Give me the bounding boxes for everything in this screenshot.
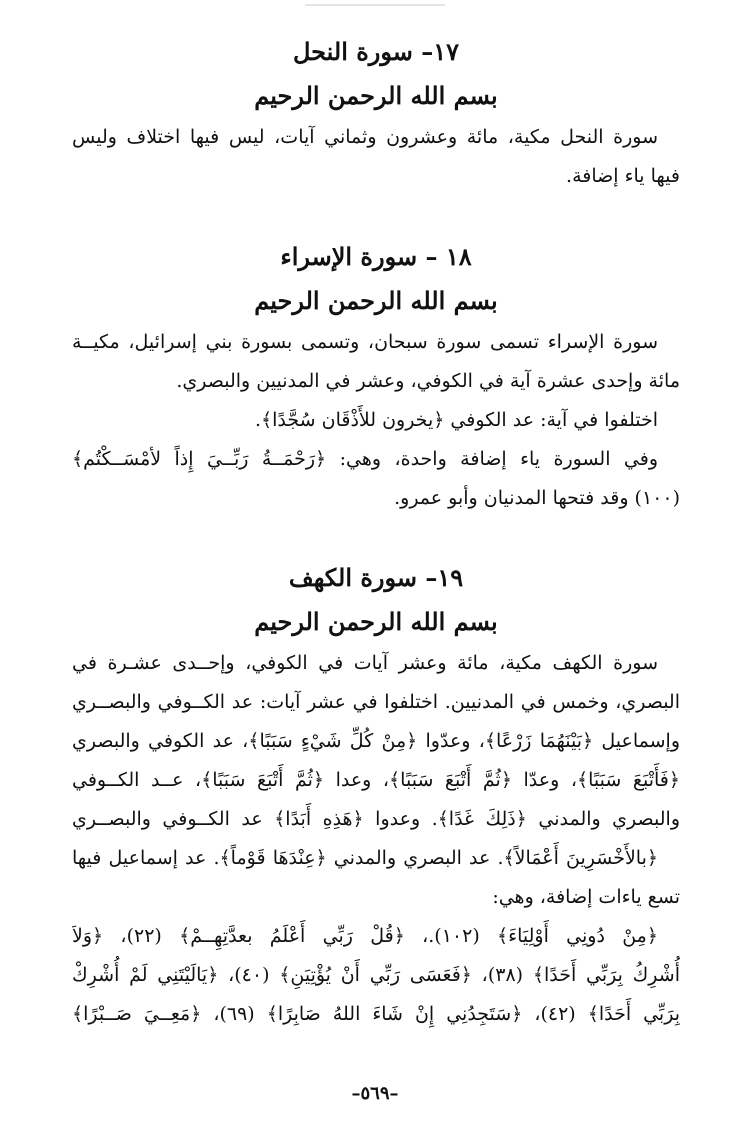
text-line: سورة الكهف مكية، مائة وعشر آيات في الكوفي، وإحــدى عشـرة في [72,652,658,674]
text-line: ﴿مِنْ دُونِي أَوْلِيَاءَ﴾ (١٠٢).، ﴿قُلْ رَبِّي أَعْلَمُ بعدَّتِهِــمْ﴾ (٢٢)، ﴿وَلاَ [72,925,658,947]
top-rule [305,4,445,6]
surah-paragraph [72,323,680,518]
surah-title: ١٧– سورة النحل [292,37,460,66]
text-line: ﴿بالأَخْسَرِينَ أَعْمَالاً﴾. عد البصري والمدني ﴿عِنْدَهَا قَوْماً﴾. عد إسماعيل فيها [72,847,658,869]
text-line: تسع ياءات إضافة، وهي: [492,886,680,908]
text-line: البصري، وخمس في المدنيين. اختلفوا في عشر آيات: عد الكــوفي والبصــري [72,691,680,713]
text-line: وإسماعيل ﴿بَيْنَهُمَا زَرْعًا﴾، وعدّوا ﴿مِنْ كُلِّ شَيْءٍ سَبَبًا﴾، عد الكوفي والبصري [72,730,680,752]
text-line: أُشْرِكُ بِرَبِّي أَحَدًا﴾ (٣٨)، ﴿فَعَسَى رَبِّي أَنْ يُؤْتِيَنِ﴾ (٤٠)، ﴿يَالَيْتَنِي لَمْ أُشْرِكْ [72,964,680,986]
text-line: بِرَبِّي أَحَدًا﴾ (٤٢)، ﴿سَتَجِدُنِي إِنْ شَاءَ اللهُ صَابِرًا﴾ (٦٩)، ﴿مَعِــيَ صَــبْرًا﴾ [72,1003,680,1025]
text-line: وفي السورة ياء إضافة واحدة، وهي: ﴿رَحْمَــةُ رَبِّــيَ إِذاً لأمْسَــكْتُم﴾ [72,448,658,470]
basmala: بسم الله الرحمن الرحيم [254,286,498,315]
surah-paragraph [72,118,680,196]
text-line: مائة وإحدى عشرة آية في الكوفي، وعشر في المدنيين والبصري. [176,370,680,392]
text-line: فيها ياء إضافة. [566,165,680,187]
text-line: سورة النحل مكية، مائة وعشرون وثماني آيات، ليس فيها اختلاف وليس [72,126,658,148]
section-surah-17 [72,30,680,196]
text-line: والبصري والمدني ﴿ذَلِكَ غَدًا﴾. وعدوا ﴿هَذِهِ أَبَدًا﴾ عد الكــوفي والبصــري [72,808,680,830]
surah-title: ١٩– سورة الكهف [288,563,464,592]
basmala: بسم الله الرحمن الرحيم [254,81,498,110]
surah-title: ١٨ – سورة الإسراء [280,242,472,271]
page-number: –٥٦٩– [351,1083,399,1104]
text-line: ﴿فَأَتْبَعَ سَبَبًا﴾، وعدّا ﴿ثُمَّ أَتْبَعَ سَبَبًا﴾، وعدا ﴿ثُمَّ أَتْبَعَ سَبَبًا﴾، عــد الكــوفي [72,769,680,791]
surah-paragraph [72,644,680,1034]
basmala: بسم الله الرحمن الرحيم [254,607,498,636]
text-line: اختلفوا في آية: عد الكوفي ﴿يخرون للأَذْقَان سُجَّدًا﴾. [254,409,658,431]
section-surah-18 [72,235,680,518]
text-line: (١٠٠) وقد فتحها المدنيان وأبو عمرو. [394,487,680,509]
text-line: سورة الإسراء تسمى سورة سبحان، وتسمى بسورة بني إسرائيل، مكيــة [72,331,658,353]
section-surah-19 [72,556,680,1034]
